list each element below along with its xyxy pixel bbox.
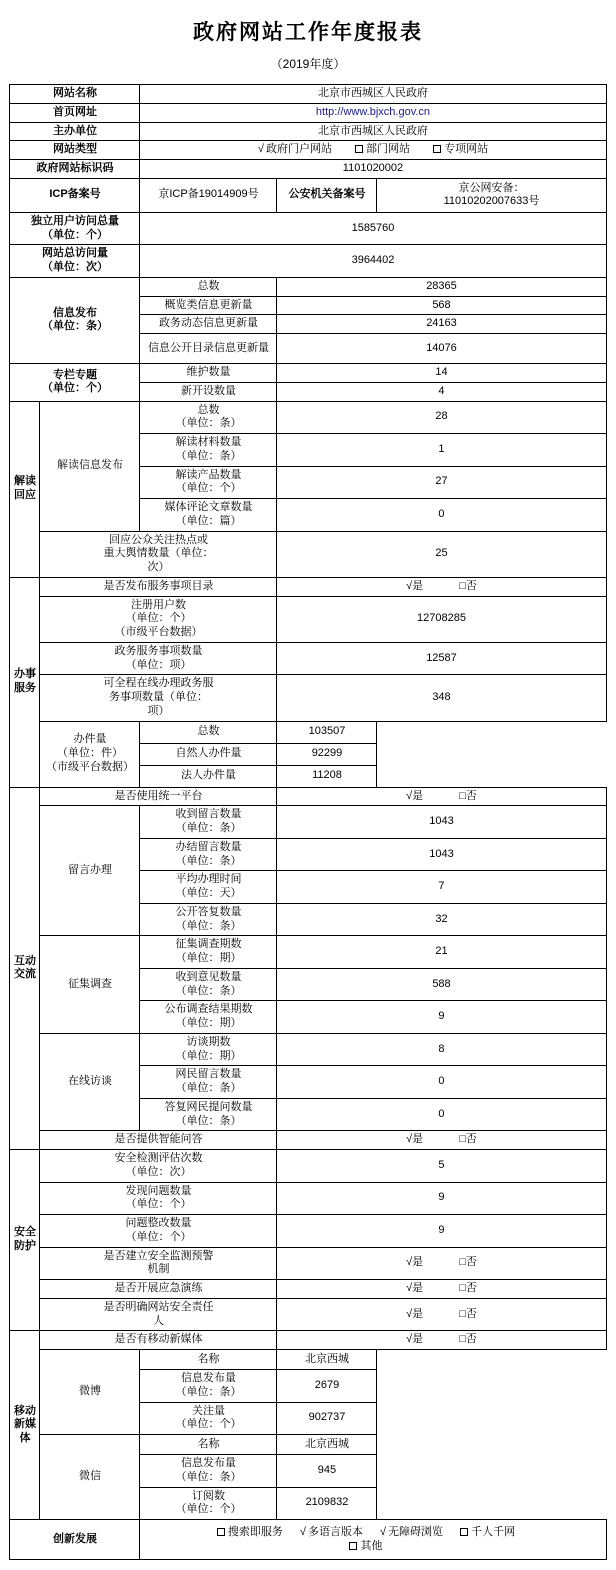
info-publish-item-name: 总数 (140, 277, 277, 296)
interview-item-name: 访谈期数 （单位：期） (140, 1033, 277, 1066)
security-resp-options (277, 1298, 606, 1331)
wechat-label: 微信 (40, 1435, 140, 1520)
interview-item-name: 答复网民提问数量 （单位：条） (140, 1098, 277, 1131)
innovation-options (140, 1520, 606, 1560)
homepage-label: 首页网址 (10, 103, 140, 122)
wechat-item-value: 北京西城 (277, 1435, 377, 1455)
weibo-item-value: 北京西城 (277, 1350, 377, 1370)
table-row (10, 1150, 606, 1183)
unified-platform-yes[interactable]: √是 (406, 789, 424, 802)
interpret-publish-label: 解读信息发布 (40, 401, 140, 531)
column-special-item-name: 新开设数量 (140, 382, 277, 401)
interview-item-value: 0 (277, 1066, 606, 1099)
table-row (10, 577, 606, 596)
case-volume-label: 办件量 （单位：件） （市级平台数据） (40, 721, 140, 787)
table-row (10, 675, 606, 721)
survey-label: 征集调查 (40, 936, 140, 1034)
info-publish-item-value: 28365 (277, 277, 606, 296)
security-resp-label: 是否明确网站安全责任 人 (40, 1298, 277, 1331)
interaction-label: 互动交流 (10, 787, 40, 1150)
media-has-options (277, 1331, 606, 1350)
column-special-item-value: 14 (277, 364, 606, 383)
message-item-name: 办结留言数量 （单位：条） (140, 838, 277, 871)
interpret-item-value: 1 (277, 434, 606, 467)
security-drill-label: 是否开展应急演练 (40, 1280, 277, 1299)
interpret-item-name: 媒体评论文章数量 （单位：篇） (140, 499, 277, 532)
unified-platform-no[interactable]: □否 (459, 789, 477, 802)
table-row (10, 936, 606, 969)
column-special-item-name: 维护数量 (140, 364, 277, 383)
total-visits-value: 3964402 (140, 245, 606, 278)
security-monitor-options (277, 1247, 606, 1280)
online-full-value: 348 (277, 675, 606, 721)
case-volume-item-name: 自然人办件量 (140, 743, 277, 765)
interview-item-name: 网民留言数量 （单位：条） (140, 1066, 277, 1099)
table-row (10, 642, 606, 675)
unique-visitors-label: 独立用户访问总量 （单位：个） (10, 212, 140, 245)
unified-platform-options (277, 787, 606, 806)
homepage-value[interactable]: http://www.bjxch.gov.cn (140, 103, 606, 122)
media-has-yes[interactable]: √是 (406, 1333, 424, 1346)
interview-label: 在线访谈 (40, 1033, 140, 1131)
security-monitor-label: 是否建立安全监测预警 机制 (40, 1247, 277, 1280)
innovation-label: 创新发展 (10, 1520, 140, 1560)
icp-label: ICP备案号 (10, 178, 140, 212)
survey-item-name: 公布调查结果期数 （单位：期） (140, 1001, 277, 1034)
message-item-value: 1043 (277, 838, 606, 871)
police-record-value: 京公网安备： 11010202007633号 (377, 178, 606, 212)
respond-hot-value: 25 (277, 531, 606, 577)
case-volume-item-name: 总数 (140, 721, 277, 743)
checkbox-icon (349, 1542, 357, 1550)
info-publish-item-name: 概览类信息更新量 (140, 296, 277, 315)
table-row (10, 721, 606, 743)
registered-users-value: 12708285 (277, 596, 606, 642)
info-publish-item-value: 24163 (277, 315, 606, 334)
site-id-label: 政府网站标识码 (10, 160, 140, 179)
interpret-item-value: 27 (277, 466, 606, 499)
innovation-option-personalized[interactable]: 千人千网 (460, 1526, 515, 1540)
security-monitor-yes[interactable]: √是 (406, 1256, 424, 1269)
innovation-option-search[interactable]: 搜索即服务 (217, 1526, 283, 1540)
site-name-label: 网站名称 (10, 85, 140, 104)
page-title: 政府网站工作年度报表 (193, 21, 423, 44)
wechat-item-value: 2109832 (277, 1487, 377, 1520)
security-drill-options (277, 1280, 606, 1299)
table-row (10, 85, 606, 104)
check-icon: √ (299, 1525, 306, 1538)
security-resp-yes[interactable]: √是 (406, 1307, 424, 1320)
table-row (10, 1131, 606, 1150)
table-row (10, 245, 606, 278)
info-publish-item-name: 政务动态信息更新量 (140, 315, 277, 334)
wechat-item-value: 945 (277, 1455, 377, 1488)
online-full-label: 可全程在线办理政务服 务事项数量（单位： 项） (40, 675, 277, 721)
security-monitor-no[interactable]: □否 (459, 1256, 477, 1269)
case-volume-item-name: 法人办件量 (140, 765, 277, 787)
column-special-item-value: 4 (277, 382, 606, 401)
weibo-item-value: 902737 (277, 1402, 377, 1435)
info-publish-item-value: 14076 (277, 334, 606, 364)
check-icon: √ (380, 1525, 387, 1538)
wechat-item-name: 信息发布量 （单位：条） (140, 1455, 277, 1488)
site-name-value: 北京市西城区人民政府 (140, 85, 606, 104)
survey-item-name: 收到意见数量 （单位：条） (140, 968, 277, 1001)
survey-item-value: 588 (277, 968, 606, 1001)
security-item-value: 5 (277, 1150, 606, 1183)
checkbox-icon (460, 1528, 468, 1536)
message-item-value: 1043 (277, 806, 606, 839)
service-catalog-label: 是否发布服务事项目录 (40, 577, 277, 596)
interview-item-value: 8 (277, 1033, 606, 1066)
icp-value: 京ICP备19014909号 (140, 178, 277, 212)
service-label: 办事服务 (10, 577, 40, 787)
table-row (10, 1331, 606, 1350)
weibo-label: 微博 (40, 1350, 140, 1435)
innovation-option-other[interactable]: 其他 (349, 1540, 382, 1554)
table-row (10, 364, 606, 383)
table-row (10, 401, 606, 434)
interpret-item-name: 解读材料数量 （单位：条） (140, 434, 277, 467)
table-row (10, 1435, 606, 1455)
message-item-name: 平均办理时间 （单位：天） (140, 871, 277, 904)
smart-qa-label: 是否提供智能问答 (40, 1131, 277, 1150)
innovation-option-multilang[interactable]: √ 多语言版本 (299, 1525, 363, 1538)
security-label: 安全防护 (10, 1150, 40, 1331)
table-row (10, 596, 606, 642)
table-row (10, 1298, 606, 1331)
weibo-item-name: 关注量 （单位：个） (140, 1402, 277, 1435)
wechat-item-name: 名称 (140, 1435, 277, 1455)
smart-qa-options (277, 1131, 606, 1150)
security-resp-no[interactable]: □否 (459, 1307, 477, 1320)
check-icon: √ (257, 143, 264, 156)
table-row (10, 1247, 606, 1280)
survey-item-value: 21 (277, 936, 606, 969)
unique-visitors-value: 1585760 (140, 212, 606, 245)
site-type-option-department[interactable]: 部门网站 (355, 143, 410, 157)
site-id-value: 1101020002 (140, 160, 606, 179)
host-unit-label: 主办单位 (10, 122, 140, 141)
checkbox-icon (433, 145, 441, 153)
table-row (10, 103, 606, 122)
interpret-label: 解读回应 (10, 401, 40, 577)
survey-item-name: 征集调查期数 （单位：期） (140, 936, 277, 969)
total-visits-label: 网站总访问量 （单位：次） (10, 245, 140, 278)
security-item-name: 安全检测评估次数 （单位：次） (40, 1150, 277, 1183)
smart-qa-no[interactable]: □否 (459, 1133, 477, 1146)
report-page (0, 16, 616, 1560)
site-type-option-special[interactable]: 专项网站 (433, 143, 488, 157)
case-volume-item-value: 92299 (277, 743, 377, 765)
info-publish-label: 信息发布 （单位：条） (10, 277, 140, 363)
checkbox-icon (217, 1528, 225, 1536)
weibo-item-name: 名称 (140, 1350, 277, 1370)
weibo-item-name: 信息发布量 （单位：条） (140, 1370, 277, 1403)
table-row (10, 806, 606, 839)
respond-hot-label: 回应公众关注热点或 重大舆情数量（单位： 次） (40, 531, 277, 577)
smart-qa-yes[interactable]: √是 (406, 1133, 424, 1146)
interview-item-value: 0 (277, 1098, 606, 1131)
table-row (10, 787, 606, 806)
security-drill-no[interactable]: □否 (459, 1282, 477, 1294)
table-row (10, 122, 606, 141)
column-special-label: 专栏专题 （单位：个） (10, 364, 140, 402)
page-subtitle: （2019年度） (270, 57, 346, 71)
service-items-label: 政务服务事项数量 （单位：项） (40, 642, 277, 675)
security-item-name: 发现问题数量 （单位：个） (40, 1182, 277, 1215)
interpret-item-value: 0 (277, 499, 606, 532)
unified-platform-label: 是否使用统一平台 (40, 787, 277, 806)
innovation-option-accessible[interactable]: √ 无障碍浏览 (380, 1525, 444, 1538)
table-row (10, 1350, 606, 1370)
wechat-item-name: 订阅数 （单位：个） (140, 1487, 277, 1520)
info-publish-item-name: 信息公开目录信息更新量 (140, 334, 277, 364)
table-row (10, 531, 606, 577)
message-label: 留言办理 (40, 806, 140, 936)
service-catalog-options (277, 577, 606, 596)
table-row (10, 1033, 606, 1066)
annual-report-table (9, 84, 606, 1560)
message-item-name: 收到留言数量 （单位：条） (140, 806, 277, 839)
table-row (10, 1215, 606, 1248)
security-item-name: 问题整改数量 （单位：个） (40, 1215, 277, 1248)
table-row (10, 212, 606, 245)
service-catalog-yes[interactable]: √是 (406, 579, 424, 592)
case-volume-item-value: 11208 (277, 765, 377, 787)
registered-users-label: 注册用户数 （单位：个） （市级平台数据） (40, 596, 277, 642)
security-item-value: 9 (277, 1182, 606, 1215)
table-row (10, 160, 606, 179)
message-item-name: 公开答复数量 （单位：条） (140, 903, 277, 936)
interpret-item-name: 解读产品数量 （单位：个） (140, 466, 277, 499)
interpret-item-name: 总数 （单位：条） (140, 401, 277, 434)
weibo-item-value: 2679 (277, 1370, 377, 1403)
table-row (10, 1182, 606, 1215)
interpret-item-value: 28 (277, 401, 606, 434)
service-items-value: 12587 (277, 642, 606, 675)
media-has-label: 是否有移动新媒体 (40, 1331, 277, 1350)
site-type-options (140, 141, 606, 160)
site-type-option-portal[interactable]: √ 政府门户网站 (257, 143, 332, 156)
message-item-value: 32 (277, 903, 606, 936)
host-unit-value: 北京市西城区人民政府 (140, 122, 606, 141)
service-catalog-no[interactable]: □否 (459, 579, 477, 592)
site-type-label: 网站类型 (10, 141, 140, 160)
media-label: 移动新媒体 (10, 1331, 40, 1520)
police-record-label: 公安机关备案号 (277, 178, 377, 212)
table-row (10, 178, 606, 212)
table-row (10, 1280, 606, 1299)
case-volume-item-value: 103507 (277, 721, 377, 743)
security-item-value: 9 (277, 1215, 606, 1248)
info-publish-item-value: 568 (277, 296, 606, 315)
message-item-value: 7 (277, 871, 606, 904)
table-row (10, 277, 606, 296)
table-row (10, 1520, 606, 1560)
media-has-no[interactable]: □否 (459, 1333, 477, 1346)
survey-item-value: 9 (277, 1001, 606, 1034)
security-drill-yes[interactable]: √是 (406, 1282, 424, 1294)
table-row (10, 141, 606, 160)
checkbox-icon (355, 145, 363, 153)
